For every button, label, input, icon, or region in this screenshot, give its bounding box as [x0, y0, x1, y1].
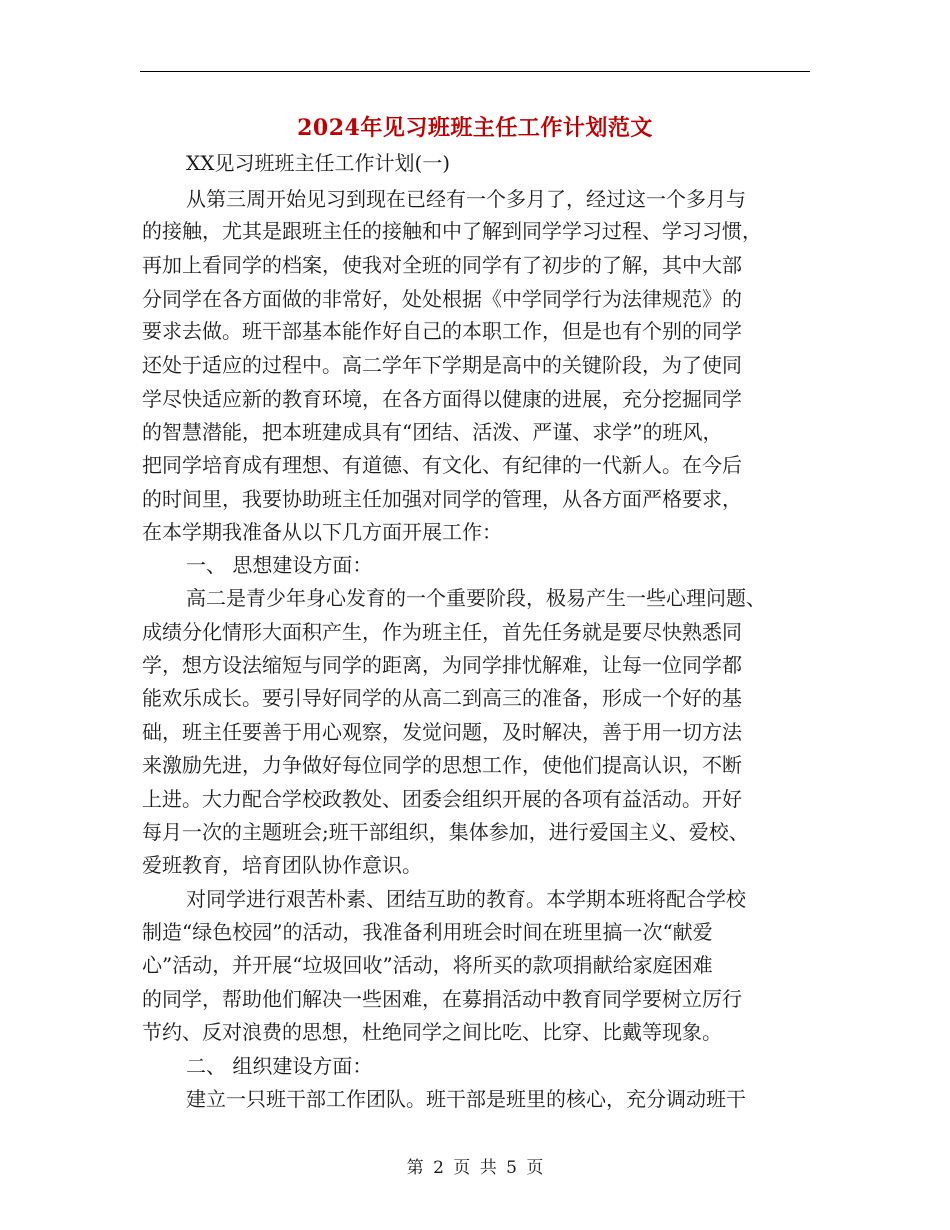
text-line: XX见习班班主任工作计划(一) — [186, 151, 451, 175]
document-title: 2024年见习班班主任工作计划范文 — [297, 115, 653, 141]
text-line: 从第三周开始见习到现在已经有一个多月了，经过这一个多月与 — [186, 187, 746, 211]
section-heading: 一、 思想建设方面： — [186, 553, 373, 577]
text-line: 的时间里，我要协助班主任加强对同学的管理，从各方面严格要求， — [142, 487, 742, 511]
text-line: 节约、反对浪费的思想，杜绝同学之间比吃、比穿、比戴等现象。 — [142, 1020, 722, 1044]
text-line: 把同学培育成有理想、有道德、有文化、有纪律的一代新人。在今后 — [142, 453, 742, 477]
text-line: 的接触，尤其是跟班主任的接触和中了解到同学学习过程、学习习惯， — [142, 219, 762, 243]
text-line: 上进。大力配合学校政教处、团委会组织开展的各项有益活动。开好 — [142, 787, 742, 811]
text-line: 要求去做。班干部基本能作好自己的本职工作，但是也有个别的同学 — [142, 319, 742, 343]
text-line: 对同学进行艰苦朴素、团结互助的教育。本学期本班将配合学校 — [186, 887, 746, 911]
text-line: 成绩分化情形大面积产生，作为班主任，首先任务就是要尽快熟悉同 — [142, 620, 742, 644]
text-line: 再加上看同学的档案，使我对全班的同学有了初步的了解，其中大部 — [142, 253, 742, 277]
text-line: 每月一次的主题班会;班干部组织，集体参加，进行爱国主义、爱校、 — [142, 820, 749, 844]
text-line: 分同学在各方面做的非常好，处处根据《中学同学行为法律规范》的 — [142, 287, 742, 311]
text-line: 的智慧潜能，把本班建成具有“团结、活泼、严谨、求学”的班风， — [142, 420, 723, 444]
text-line: 学尽快适应新的教育环境，在各方面得以健康的进展，充分挖掘同学 — [142, 387, 742, 411]
text-line: 制造“绿色校园”的活动，我准备利用班会时间在班里搞一次“献爱 — [142, 920, 713, 944]
text-line: 爱班教育，培育团队协作意识。 — [142, 853, 422, 877]
page-footer: 第 2 页 共 5 页 — [406, 1158, 544, 1178]
text-line: 在本学期我准备从以下几方面开展工作： — [142, 520, 502, 544]
header-rule — [140, 71, 810, 72]
text-line: 学，想方设法缩短与同学的距离，为同学排忧解难，让每一位同学都 — [142, 653, 742, 677]
text-line: 能欢乐成长。要引导好同学的从高二到高三的准备，形成一个好的基 — [142, 686, 742, 710]
text-line: 来激励先进，力争做好每位同学的思想工作，使他们提高认识，不断 — [142, 753, 742, 777]
text-line: 的同学，帮助他们解决一些困难，在募捐活动中教育同学要树立厉行 — [142, 987, 742, 1011]
text-line: 心”活动，并开展“垃圾回收”活动，将所买的款项捐献给家庭困难 — [142, 953, 713, 977]
text-line: 高二是青少年身心发育的一个重要阶段，极易产生一些心理问题、 — [186, 586, 766, 610]
section-heading: 二、 组织建设方面： — [186, 1054, 373, 1078]
text-line: 础，班主任要善于用心观察，发觉问题，及时解决，善于用一切方法 — [142, 720, 742, 744]
text-line: 还处于适应的过程中。高二学年下学期是高中的关键阶段，为了使同 — [142, 353, 742, 377]
text-line: 建立一只班干部工作团队。班干部是班里的核心，充分调动班干 — [186, 1087, 746, 1111]
